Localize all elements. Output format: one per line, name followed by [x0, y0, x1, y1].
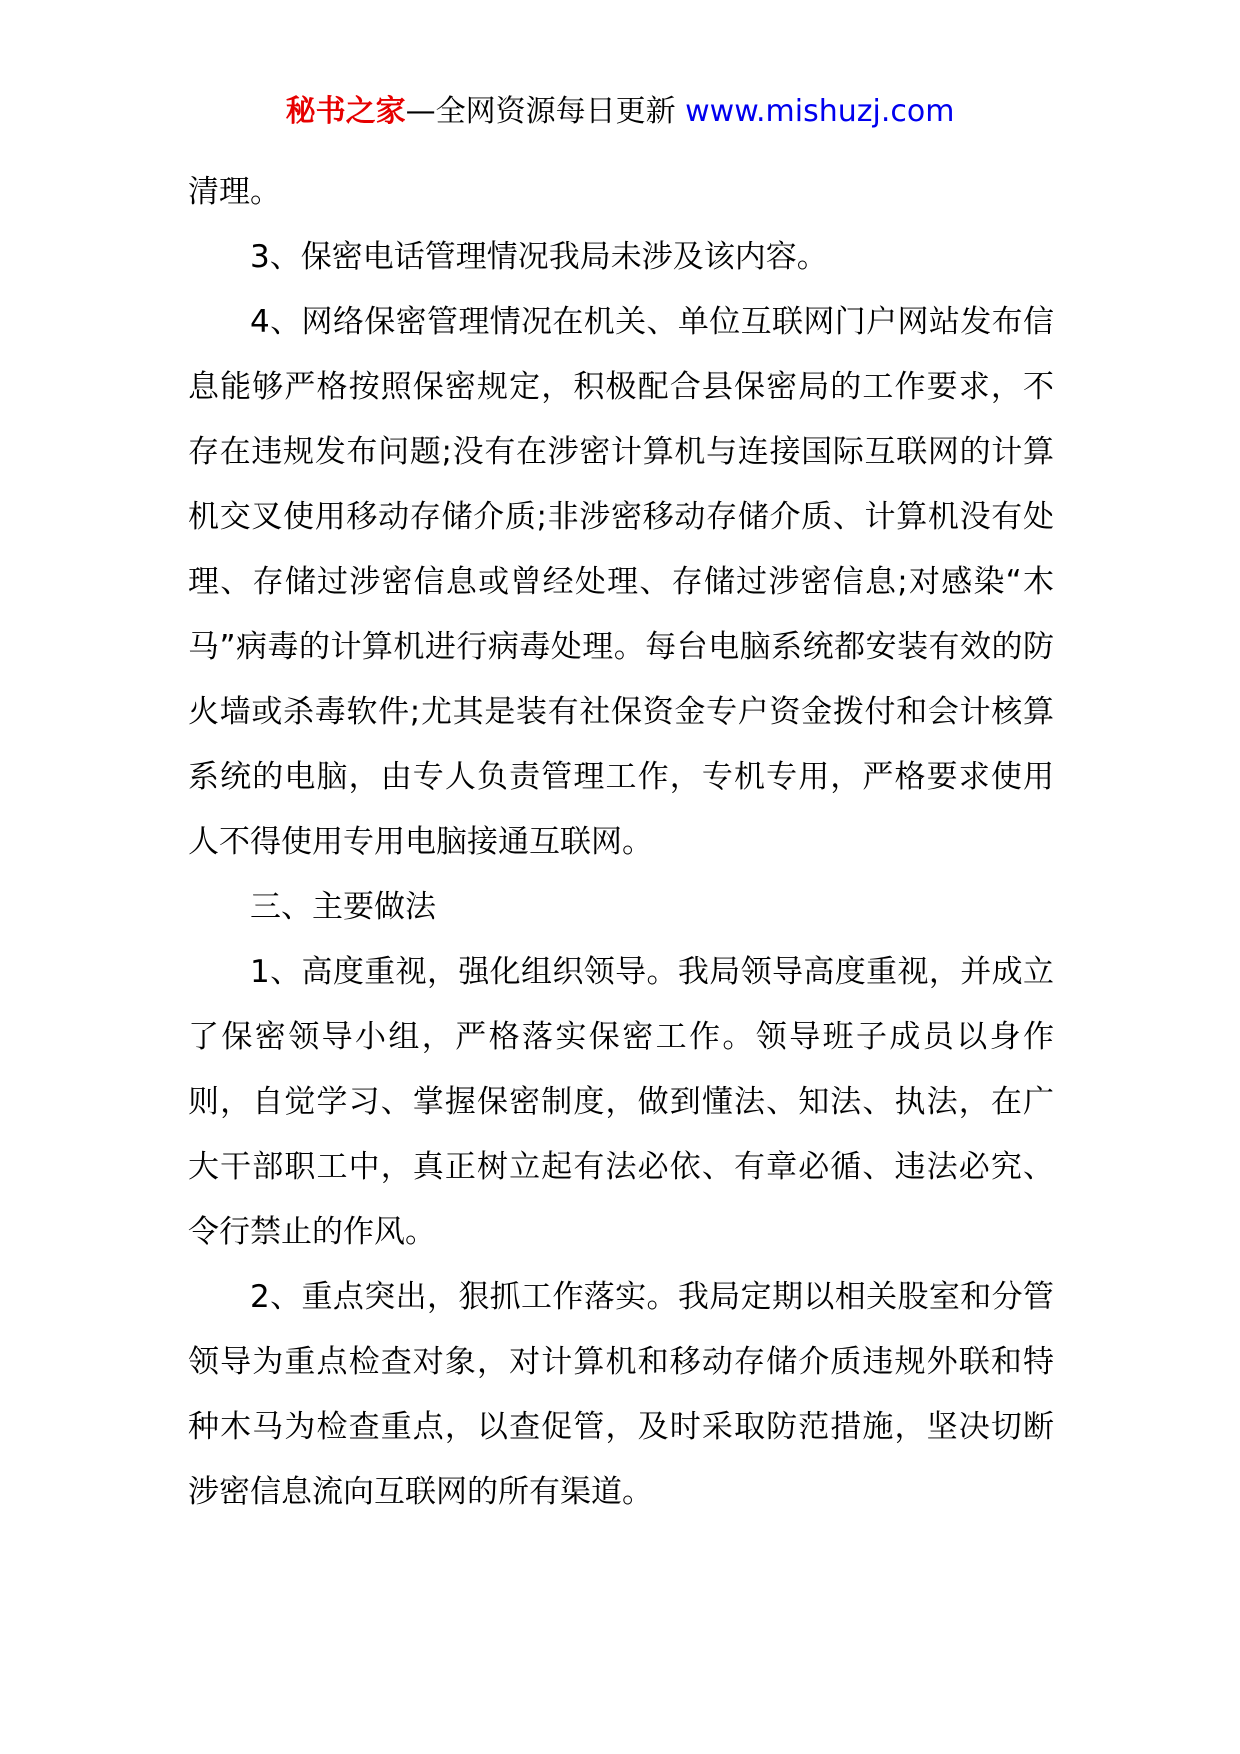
paragraph-implementation: 2、重点突出，狠抓工作落实。我局定期以相关股室和分管领导为重点检查对象，对计算机和移动存储介质违规外联和特种木马为检查重点，以查促管，及时采取防范措施，坚决切断涉密信息流向互联网的所有渠道。: [188, 1279, 1054, 1510]
paragraph-network-security: 4、网络保密管理情况在机关、单位互联网门户网站发布信息能够严格按照保密规定，积极配合县保密局的工作要求，不存在违规发布问题;没有在涉密计算机与连接国际互联网的计算机交叉使用移动存储介质;非涉密移动存储介质、计算机没有处理、存储过涉密信息或曾经处理、存储过涉密信息;对感染“木马”病毒的计算机进行病毒处理。每台电脑系统都安装有效的防火墙或杀毒软件;尤其是装有社保资金专户资金拨付和会计核算系统的电脑，由专人负责管理工作，专机专用，严格要求使用人不得使用专用电脑接通互联网。: [188, 304, 1054, 860]
document-body: [188, 160, 1054, 1525]
site-tagline: —全网资源每日更新: [405, 94, 676, 129]
section-heading-main-practices: 三、主要做法: [250, 889, 436, 925]
paragraph-phone-security: 3、保密电话管理情况我局未涉及该内容。: [250, 239, 828, 275]
page-header: [0, 92, 1240, 132]
paragraph-continuation: 清理。: [188, 174, 281, 210]
paragraph-leadership: 1、高度重视，强化组织领导。我局领导高度重视，并成立了保密领导小组，严格落实保密工作。领导班子成员以身作则，自觉学习、掌握保密制度，做到懂法、知法、执法，在广大干部职工中，真正树立起有法必依、有章必循、违法必究、令行禁止的作风。: [188, 954, 1054, 1250]
site-brand: 秘书之家: [285, 94, 406, 129]
site-url-link[interactable]: www.mishuzj.com: [685, 94, 955, 129]
